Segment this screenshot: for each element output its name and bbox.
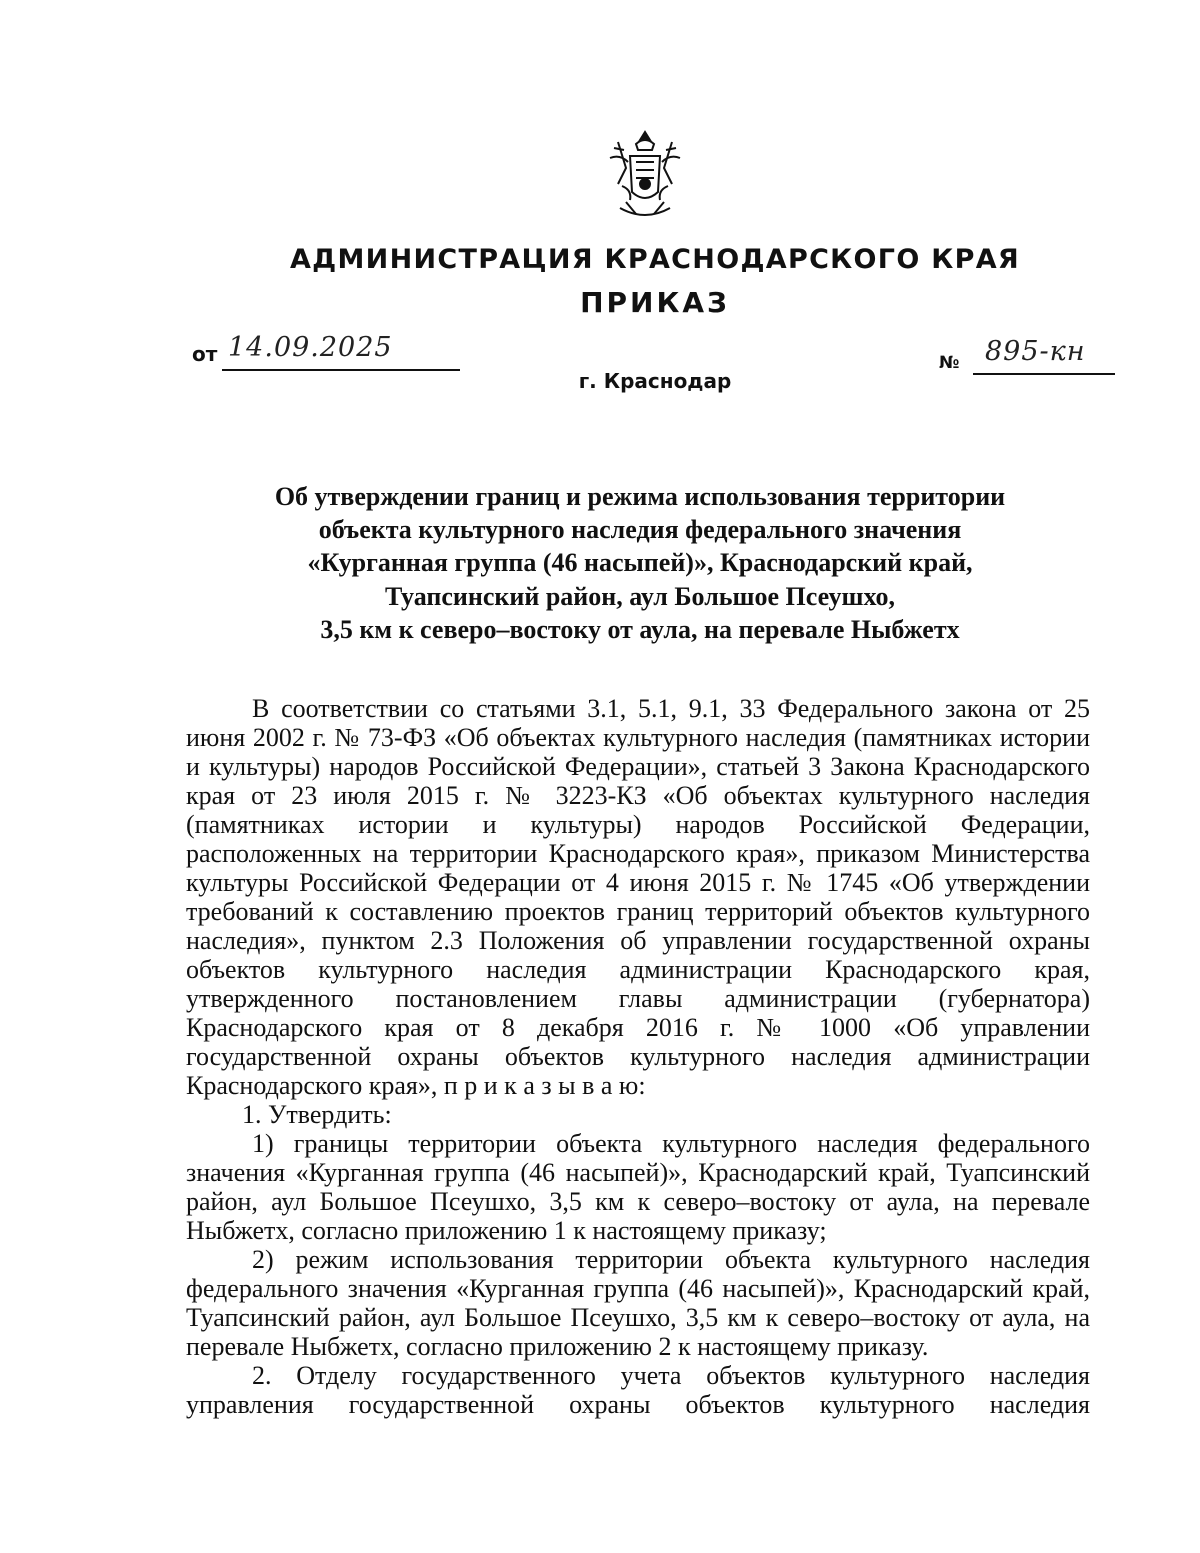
clause-1: 1. Утвердить: xyxy=(242,1100,392,1129)
clause-2: 2. Отделу государственного учета объектов культурного наследия управления государственной охраны объектов культурного наследия xyxy=(186,1361,1090,1419)
title-line: 3,5 км к северо–востоку от аула, на перевале Ныбжетх xyxy=(320,614,960,644)
date-field xyxy=(222,333,460,371)
city: г. Краснодар xyxy=(578,369,732,393)
document-type: ПРИКАЗ xyxy=(580,286,730,319)
preamble-paragraph: В соответствии со статьями 3.1, 5.1, 9.1, 33 Федерального закона от 25 июня 2002 г. № 73-ФЗ «Об объектах культурного наследия (памятниках истории и культуры) народов Российской Федерации», статьей 3 Закона Краснодарского края от 23 июля 2015 г. № 3223-КЗ «Об объектах культурного наследия (памятниках истории и культуры) народов Российской Федерации, расположенных на территории Краснодарского края», приказом Министерства культуры Российской Федерации от 4 июня 2015 г. № 1745 «Об утверждении требований к составлению проектов границ территорий объектов культурного наследия», пунктом 2.3 Положения об управлении государственной охраны объектов культурного наследия администрации Краснодарского края, утвержденного постановлением главы администрации (губернатора) Краснодарского края от 8 декабря 2016 г. № 1000 «Об управлении государственной охраны объектов культурного наследия администрации Краснодарского края», п р и к а з ы в а ю: xyxy=(186,694,1090,1100)
title-line: Туапсинский район, аул Большое Псеушхо, xyxy=(385,581,895,611)
organization-name: АДМИНИСТРАЦИЯ КРАСНОДАРСКОГО КРАЯ xyxy=(289,244,1021,275)
number-label: № xyxy=(939,353,960,373)
handwritten-date: 14.09.2025 xyxy=(228,332,393,363)
handwritten-number: 895-кн xyxy=(985,336,1086,367)
title-line: «Курганная группа (46 насыпей)», Краснодарский край, xyxy=(307,548,973,578)
title-line: Об утверждении границ и режима использования территории xyxy=(274,482,1006,511)
order-body xyxy=(186,694,1090,1419)
date-label: от xyxy=(192,342,218,366)
coat-of-arms-emblem xyxy=(606,128,684,224)
clause-1-subitem-2: 2) режим использования территории объекта культурного наследия федерального значения «Курганная группа (46 насыпей)», Краснодарский край, Туапсинский район, аул Большое Псеушхо, 3,5 км к северо–востоку от аула, на перевале Ныбжетх, согласно приложению 2 к настоящему приказу. xyxy=(186,1245,1090,1361)
title-line: объекта культурного наследия федерального значения xyxy=(318,515,962,545)
clause-1-subitem-1: 1) границы территории объекта культурного наследия федерального значения «Курганная группа (46 насыпей)», Краснодарский край, Туапсинский район, аул Большое Псеушхо, 3,5 км к северо–востоку от аула, на перевале Ныбжетх, согласно приложению 1 к настоящему приказу; xyxy=(186,1129,1090,1245)
order-title xyxy=(0,480,1200,646)
